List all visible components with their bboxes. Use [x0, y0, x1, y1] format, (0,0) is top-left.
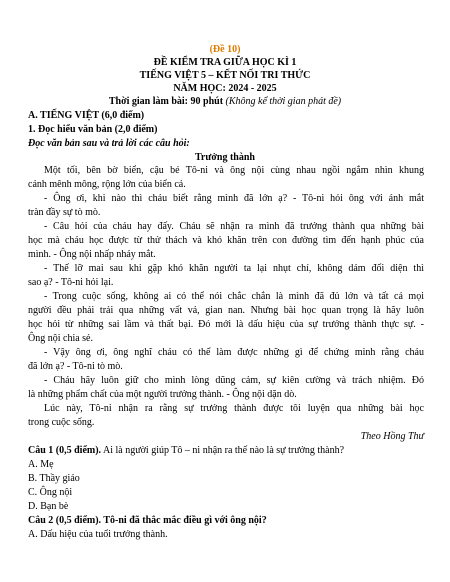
- story-line: mình. - Ông nội nhấp nháy mắt.: [28, 249, 156, 260]
- story-line: cảnh mênh mông, rộng lớn của biển cả.: [28, 179, 186, 190]
- story-line: - Trong cuộc sống, không ai có thể nói chắc chắn là mình đã đủ lớn và tất cả mọi: [44, 291, 424, 302]
- story-line: đã lớn ạ? - Tô-ni tò mò.: [28, 361, 123, 372]
- answer-option: A. Dấu hiệu của tuổi trưởng thành.: [28, 529, 168, 540]
- question-1-label: Câu 1 (0,5 điểm).: [28, 445, 102, 456]
- question-2: Câu 2 (0,5 điểm). Tô-ni đã thắc mắc điều gì với ông nội?: [28, 515, 267, 526]
- story-line: tràn đầy sự tò mò.: [28, 207, 101, 218]
- question-1-text: Ai là người giúp Tô – ni nhận ra thế nào là sự trưởng thành?: [101, 445, 345, 456]
- story-line: - Thế lỡ mai sau khi gặp khó khăn người ta lại nhụt chí, không dám đối diện thì: [44, 263, 424, 274]
- answer-option: B. Thầy giáo: [28, 473, 80, 484]
- story-line: học hỏi từ những sai lầm và thất bại. Đó mới là dấu hiệu của sự trưởng thành thực sự. -: [28, 319, 424, 330]
- time-main: Thời gian làm bài: 90 phút: [108, 96, 224, 107]
- answer-option: D. Bạn bè: [28, 501, 69, 512]
- reading-instruction: Đọc văn bản sau và trả lời các câu hỏi:: [28, 138, 190, 149]
- section-a-heading: A. TIẾNG VIỆT (6,0 điểm): [28, 110, 145, 121]
- story-line: Một tối, bên bờ biển, cậu bé Tô-ni và ông nội cùng nhau ngồi ngắm nhìn khung: [44, 165, 424, 176]
- exam-number: (Đề 10): [209, 44, 241, 55]
- story-line: - Câu hỏi của cháu hay đấy. Cháu sẽ nhận ra mình đã trưởng thành qua những bài: [44, 221, 424, 232]
- story-line: là những phẩm chất của một người trưởng thành. - Ông nội dặn dò.: [28, 389, 297, 400]
- story-author: Theo Hồng Thư: [360, 431, 424, 442]
- story-line: - Ông ơi, khi nào thì cháu biết rằng mình đã lớn ạ? - Tô-ni hỏi ông với ánh mắt: [44, 193, 424, 204]
- story-line: Ông nội chia sẻ.: [28, 333, 93, 344]
- story-line: - Cháu hãy luôn giữ cho mình lòng dũng cảm, sự kiên cường và trách nhiệm. Đó: [44, 375, 424, 386]
- question-1: [28, 445, 344, 457]
- story-line: trong cuộc sống.: [28, 417, 95, 428]
- time-limit: [0, 96, 450, 108]
- story-title: Trưởng thành: [195, 152, 255, 163]
- time-note: (Không kể thời gian phát đề): [225, 96, 342, 107]
- story-line: sao ạ? - Tô-ni hỏi lại.: [28, 277, 114, 288]
- reading-heading: 1. Đọc hiểu văn bản (2,0 điểm): [28, 124, 158, 135]
- story-line: học mà cháu học được từ thử thách và khó khăn trên con đường tìm đến hạnh phúc của: [28, 235, 424, 246]
- school-year: NĂM HỌC: 2024 - 2025: [173, 83, 277, 94]
- story-line: - Vậy ông ơi, ông nghĩ cháu có thể làm được những gì để chứng minh rằng cháu: [44, 347, 424, 358]
- exam-subject: TIẾNG VIỆT 5 – KẾT NỐI TRI THỨC: [139, 70, 311, 81]
- story-line: Lúc này, Tô-ni nhận ra rằng sự trưởng thành được tôi luyện qua những bài học: [44, 403, 424, 414]
- answer-option: A. Mẹ: [28, 459, 54, 470]
- story-line: người đều phải trải qua những vất vả, gian nan. Nhưng bài học quan trọng là hãy luôn: [28, 305, 424, 316]
- answer-option: C. Ông nội: [28, 487, 73, 498]
- exam-title: ĐỀ KIỂM TRA GIỮA HỌC KÌ 1: [153, 57, 297, 68]
